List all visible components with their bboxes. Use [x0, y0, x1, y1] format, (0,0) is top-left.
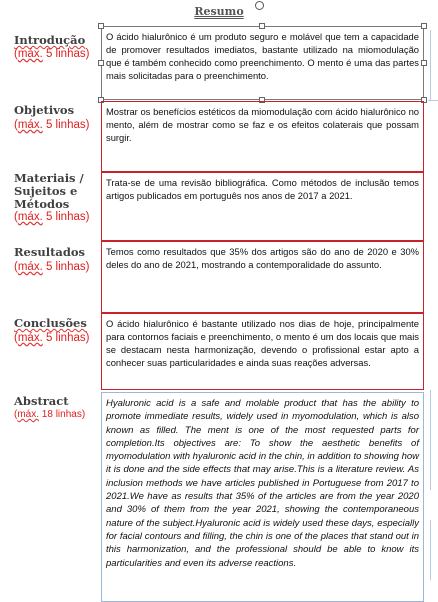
margin-mark: [428, 100, 438, 101]
textbox-abstract[interactable]: Hyaluronic acid is a safe and molable product that has the ability to promote immediate results, widely used in myomodulation, which is also known as filled. The ment is one of the most requested parts for completion.Its objectives are: To show the aesthetic benefits of myomodulation with hyaluronic acid in the chin, in addition to showing how it is done and the side effects that may arise.This is a literature review. As inclusion methods we have articles published in Portuguese from 2017 to 2021.We have as results that 35% of the articles are from the year 2020 and 30% of them from the year 2021, showing the contemporaneous nature of the subject.Hyaluronic acid is widely used these days, especially for facial contours and filling, the chin is one of the places that stand out in this harmonization, and the professional should be able to know its particularities and even its adverse reactions.: [101, 392, 424, 602]
resize-handle[interactable]: [98, 60, 104, 66]
textbox-materiais[interactable]: Trata-se de uma revisão bibliográfica. Como métodos de inclusão temos artigos publicados em português nos anos de 2017 a 2021.: [101, 172, 424, 241]
resize-handle[interactable]: [421, 60, 427, 66]
margin-guide: [430, 520, 436, 580]
limit-materiais: (máx. 5 linhas): [14, 211, 90, 223]
margin-guide: [430, 390, 436, 490]
textbox-objetivos[interactable]: Mostrar os benefícios estéticos da miomodulação com ácido hialurônico no mento, além de mostrar como se faz e os efeitos colaterais que possam surgir.: [101, 101, 424, 172]
resize-handle[interactable]: [98, 23, 104, 29]
textbox-resultados[interactable]: Temos como resultados que 35% dos artigos são do ano de 2020 e 30% deles do ano de 2021, mostrando a contemporalidade do assunto.: [101, 241, 424, 313]
limit-objetivos: (máx. 5 linhas): [14, 119, 90, 131]
label-abstract: Abstract: [14, 394, 69, 408]
textbox-conclusoes[interactable]: O ácido hialurônico é bastante utilizado nos dias de hoje, principalmente para contornos faciais e preenchimento, o mento é um dos locais que mais se destacam nesta harmonização, devendo o profissional estar apto a conhecer suas particularidades e ainda suas reações adversas.: [101, 313, 424, 390]
limit-resultados: (máx. 5 linhas): [14, 261, 90, 273]
limit-abstract: (máx. 18 linhas): [14, 409, 86, 420]
textbox-introducao[interactable]: O ácido hialurônico é um produto seguro e molável que tem a capacidade de promover resultados imediatos, bastante utilizado na miomodulação que é também conhecido como preenchimento. O mento é uma das partes mais solicitadas para o preenchimento.: [101, 26, 424, 100]
label-conclusoes: Conclusões: [14, 316, 87, 330]
label-introducao: Introdução: [14, 33, 86, 47]
label-resultados: Resultados: [14, 245, 86, 259]
limit-introducao: (máx. 5 linhas): [14, 48, 90, 60]
page-title: Resumo: [194, 5, 244, 18]
limit-conclusoes: (máx. 5 linhas): [14, 332, 90, 344]
margin-guide: [430, 30, 436, 100]
resize-handle[interactable]: [421, 23, 427, 29]
label-objetivos: Objetivos: [14, 103, 75, 117]
rotate-handle-icon[interactable]: [255, 1, 264, 10]
resize-handle[interactable]: [259, 23, 265, 29]
label-materiais: Materiais / Sujeitos e Métodos: [14, 171, 84, 211]
